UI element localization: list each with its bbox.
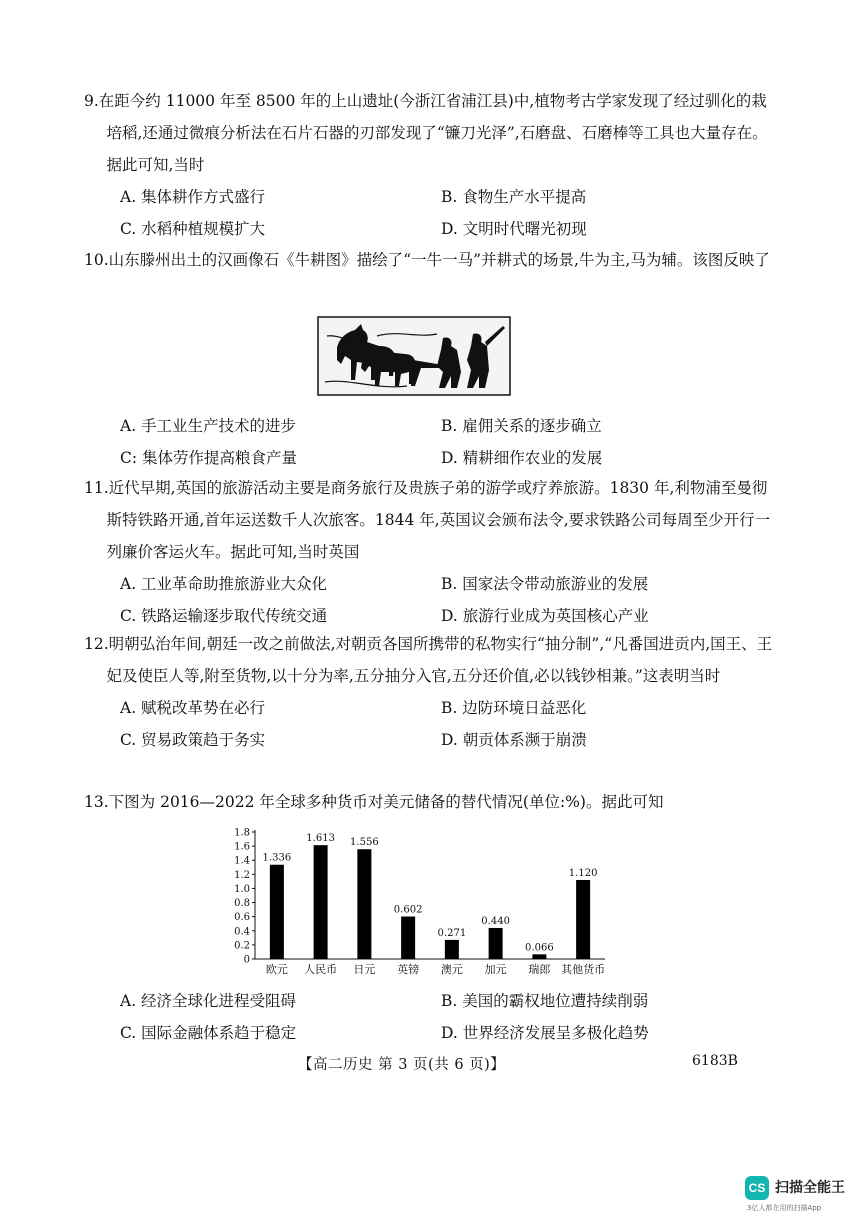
- currency-reserve-bar-chart: [225, 822, 615, 982]
- y-tick-label: 0.4: [234, 926, 250, 938]
- option-a[interactable]: A. 集体耕作方式盛行: [120, 188, 266, 206]
- bar: [532, 954, 546, 959]
- category-label: 澳元: [440, 963, 463, 976]
- bar-value-label: 1.613: [306, 833, 335, 845]
- option-d[interactable]: D. 朝贡体系濒于崩溃: [441, 731, 587, 749]
- page-footer: 【高二历史 第 3 页(共 6 页)】: [298, 1057, 506, 1073]
- bar: [314, 845, 328, 959]
- scanner-app-name: 扫描全能王: [775, 1180, 845, 1196]
- bar-value-label: 1.336: [262, 852, 292, 864]
- option-c[interactable]: C. 铁路运输逐步取代传统交通: [120, 607, 328, 625]
- y-tick-label: 0.8: [234, 898, 250, 910]
- option-a[interactable]: A. 工业革命助推旅游业大众化: [120, 575, 328, 593]
- question-10-options: [84, 410, 774, 474]
- options: [84, 410, 774, 474]
- option-c[interactable]: C: 集体劳作提高粮食产量: [120, 449, 298, 467]
- y-tick-label: 1.0: [234, 883, 250, 895]
- category-label: 日元: [353, 963, 376, 976]
- option-d[interactable]: D. 精耕细作农业的发展: [441, 449, 603, 467]
- y-tick-label: 0.6: [234, 912, 250, 924]
- bar: [270, 865, 284, 959]
- bar-value-label: 0.066: [525, 942, 554, 954]
- camscanner-logo-icon: CS: [745, 1176, 769, 1200]
- option-d[interactable]: D. 旅游行业成为英国核心产业: [441, 607, 649, 625]
- bar-value-label: 0.271: [437, 927, 467, 939]
- options: [84, 985, 774, 1049]
- option-b[interactable]: B. 食物生产水平提高: [441, 188, 587, 206]
- options: [84, 568, 774, 632]
- y-tick-label: 1.6: [234, 841, 250, 853]
- question-stem: 9.在距今约 11000 年至 8500 年的上山遗址(今浙江省浦江县)中,植物考古学家发现了经过驯化的栽培稻,还通过微痕分析法在石片石器的刃部发现了“镰刀光泽”,石磨盘、石磨棒等工具也大量存在。据此可知,当时: [84, 92, 768, 174]
- category-label: 瑞郎: [528, 963, 551, 976]
- option-c[interactable]: C. 国际金融体系趋于稳定: [120, 1024, 297, 1042]
- option-d[interactable]: D. 文明时代曙光初现: [441, 220, 587, 238]
- question-13-options: [84, 985, 774, 1049]
- bar: [576, 880, 590, 959]
- category-label: 人民币: [304, 963, 338, 976]
- options: [84, 181, 774, 245]
- y-tick-label: 1.2: [234, 869, 250, 881]
- option-b[interactable]: B. 国家法令带动旅游业的发展: [441, 575, 649, 593]
- category-label: 其他货币: [561, 963, 606, 976]
- option-b[interactable]: B. 边防环境日益恶化: [441, 699, 587, 717]
- question-stem: 12.明朝弘治年间,朝廷一改之前做法,对朝贡各国所携带的私物实行“抽分制”,“凡番国进贡内,国王、王妃及使臣人等,附至货物,以十分为率,五分抽分入官,五分还价值,必以钱钞相兼。”这表明当时: [84, 635, 773, 685]
- y-tick-label: 1.8: [234, 827, 250, 839]
- bar: [357, 849, 371, 959]
- bar-value-label: 1.556: [350, 837, 379, 849]
- scanner-tagline: 3亿人都在用的扫描App: [747, 1204, 822, 1212]
- bar: [401, 917, 415, 959]
- y-tick-label: 0.2: [234, 940, 250, 952]
- option-d[interactable]: D. 世界经济发展呈多极化趋势: [441, 1024, 649, 1042]
- bar-value-label: 1.120: [568, 867, 598, 879]
- bar-value-label: 0.602: [393, 904, 423, 916]
- option-c[interactable]: C. 水稻种植规模扩大: [120, 220, 266, 238]
- y-tick-label: 1.4: [234, 855, 250, 867]
- question-13: [84, 786, 774, 818]
- option-c[interactable]: C. 贸易政策趋于务实: [120, 731, 266, 749]
- paper-code: 6183B: [692, 1053, 738, 1069]
- y-tick-label: 0: [243, 954, 250, 966]
- question-10: [84, 244, 774, 276]
- question-stem: 13.下图为 2016—2022 年全球多种货币对美元储备的替代情况(单位:%)。据此可知: [84, 793, 664, 811]
- question-9: [84, 85, 774, 245]
- category-label: 加元: [484, 963, 507, 976]
- bar: [489, 928, 503, 959]
- option-b[interactable]: B. 雇佣关系的逐步确立: [441, 417, 602, 435]
- question-stem: 10.山东滕州出土的汉画像石《牛耕图》描绘了“一牛一马”并耕式的场景,牛为主,马为辅。该图反映了: [84, 251, 770, 269]
- option-a[interactable]: A. 手工业生产技术的进步: [120, 417, 297, 435]
- category-label: 欧元: [265, 963, 288, 976]
- question-stem: 11.近代早期,英国的旅游活动主要是商务旅行及贵族子弟的游学或疗养旅游。1830 年,利物浦至曼彻斯特铁路开通,首年运送数千人次旅客。1844 年,英国议会颁布法令,要求铁路公司每周至少开行一列廉价客运火车。据此可知,当时英国: [84, 479, 771, 561]
- option-a[interactable]: A. 赋税改革势在必行: [120, 699, 266, 717]
- option-a[interactable]: A. 经济全球化进程受阻碍: [120, 992, 297, 1010]
- bar: [445, 940, 459, 959]
- ox-plowing-relief-image: [317, 316, 511, 396]
- options: [84, 692, 774, 756]
- question-12: [84, 628, 774, 756]
- bar-value-label: 0.440: [481, 915, 510, 927]
- question-11: [84, 472, 774, 632]
- option-b[interactable]: B. 美国的霸权地位遭持续削弱: [441, 992, 649, 1010]
- scanner-watermark: [745, 1174, 855, 1218]
- category-label: 英镑: [397, 963, 420, 976]
